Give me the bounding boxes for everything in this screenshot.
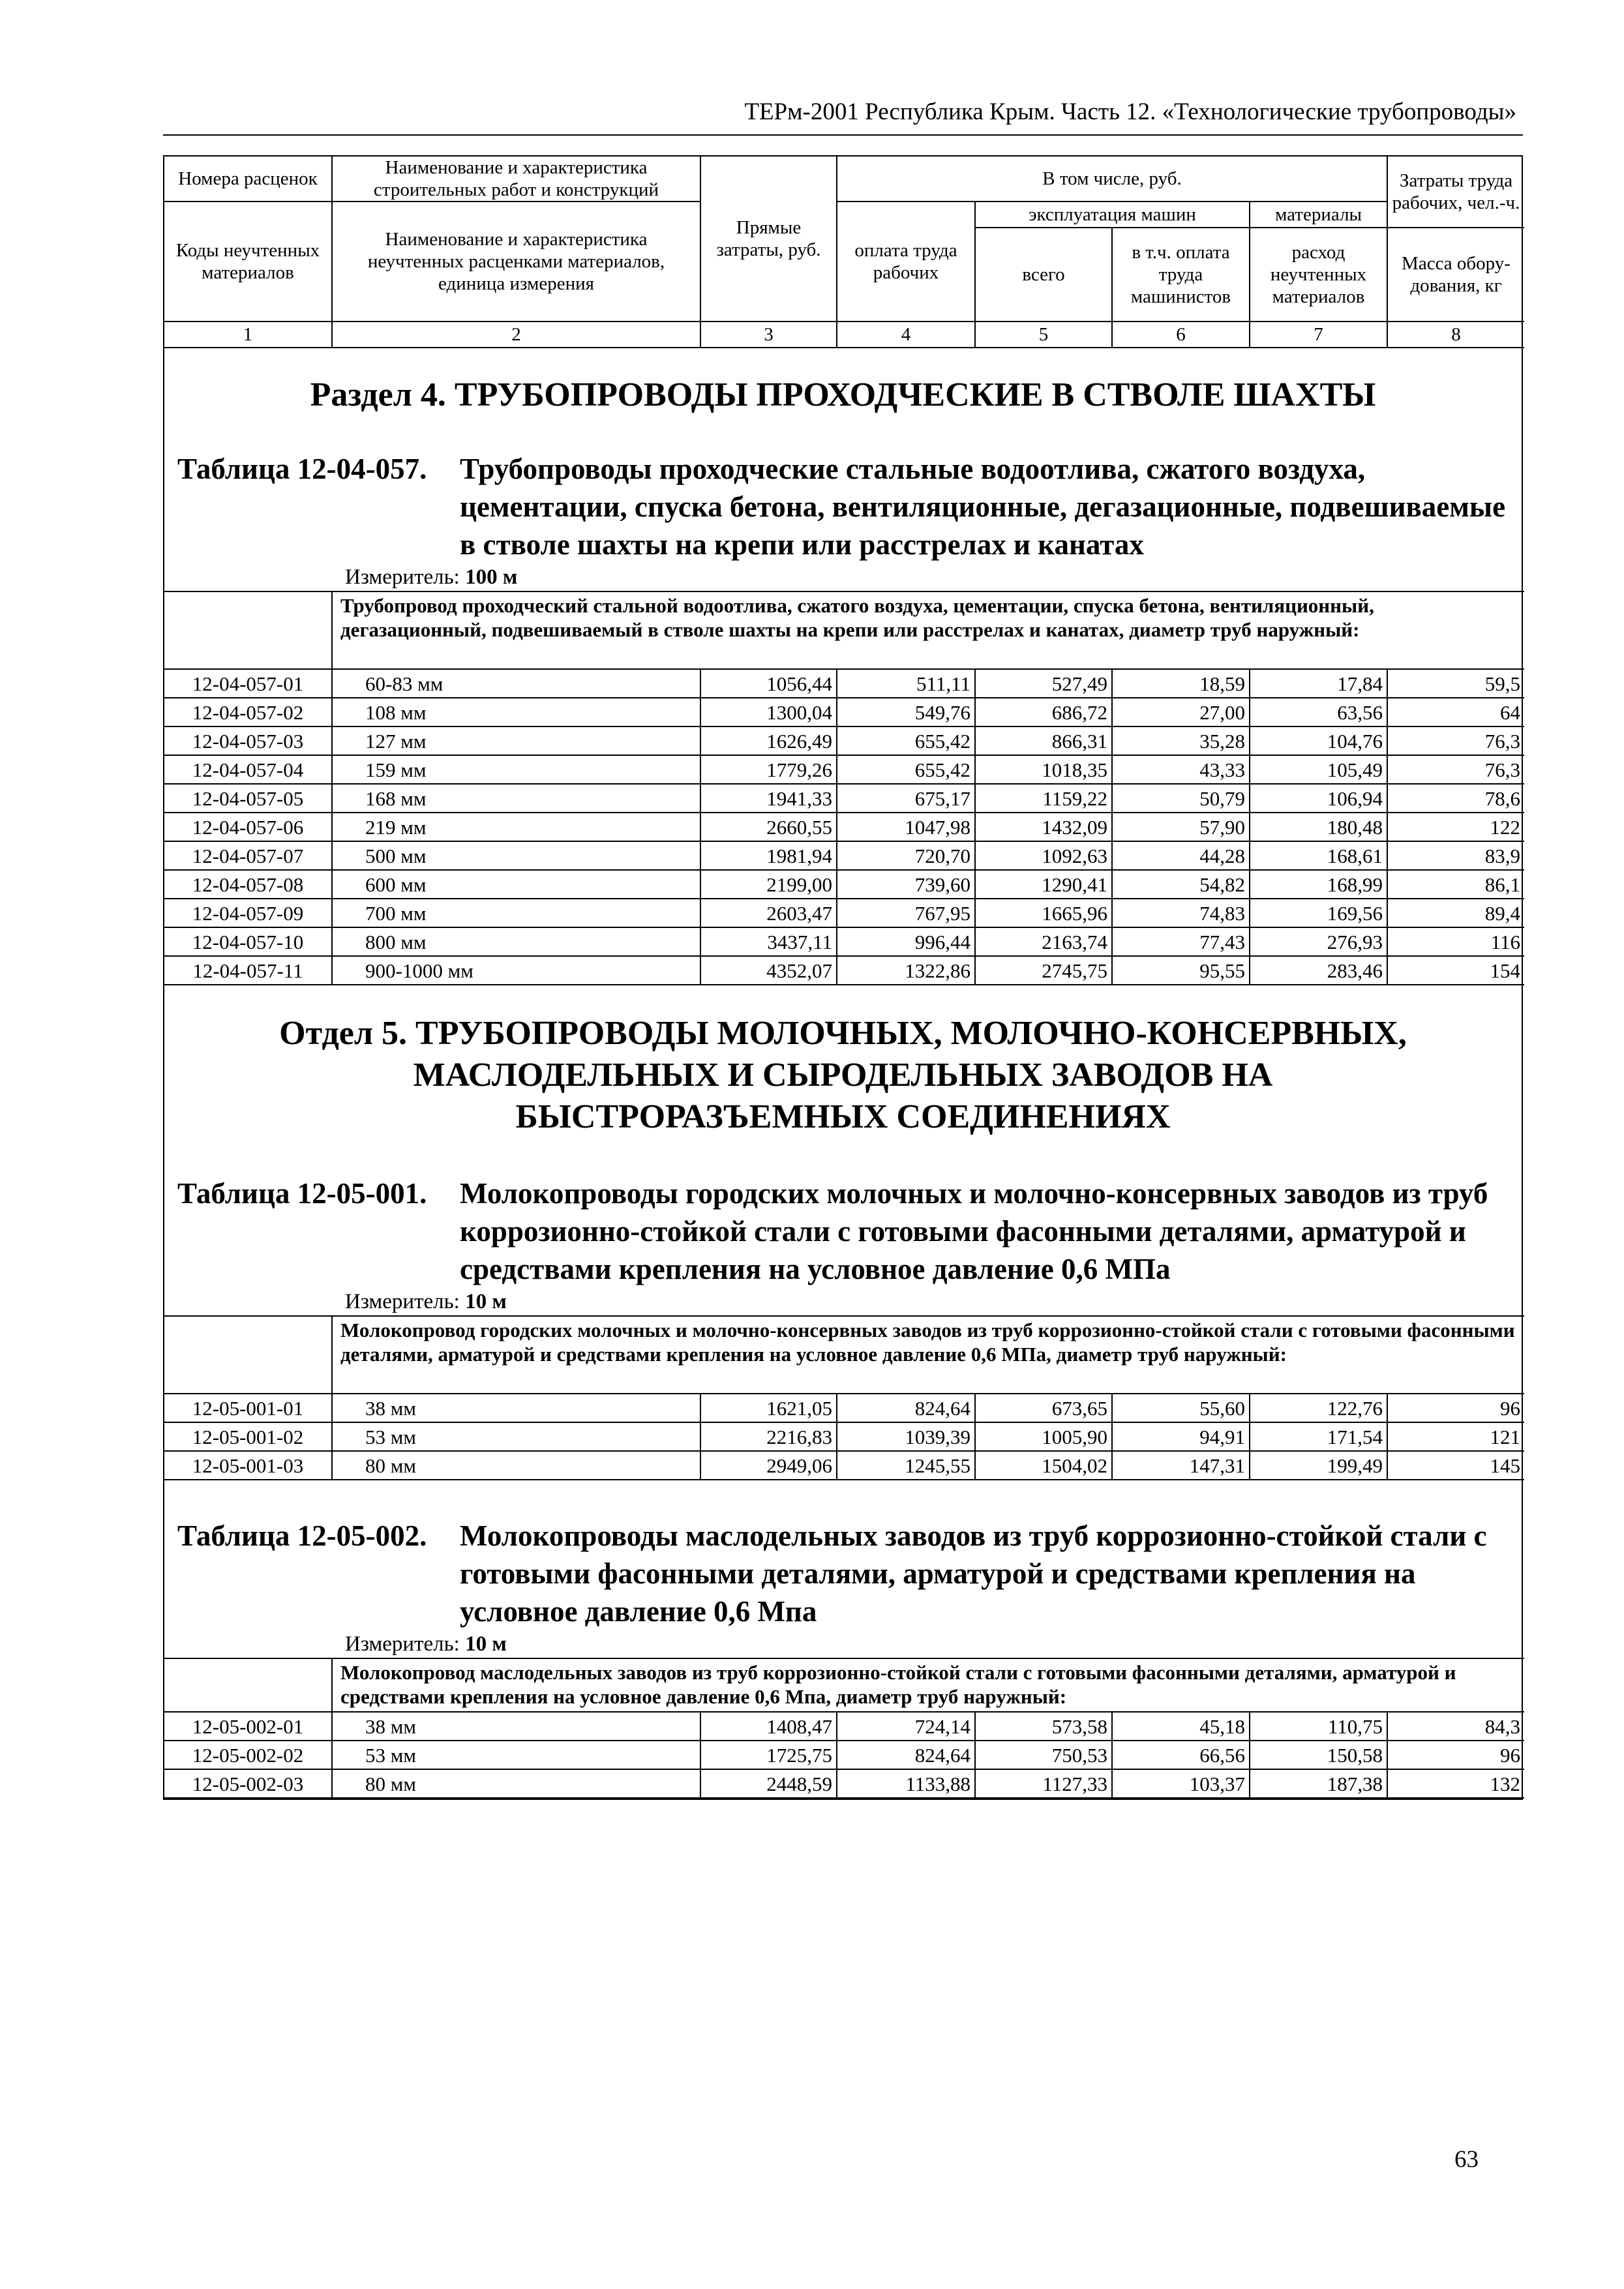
measure-label: Измеритель: — [345, 1290, 460, 1313]
measure-unit — [345, 1288, 1522, 1315]
header-direct-costs: Прямые затраты, руб. — [700, 157, 837, 322]
materials-cost: 17,84 — [1250, 669, 1387, 698]
materials-cost: 105,49 — [1250, 755, 1387, 784]
machinist-pay: 95,55 — [1112, 956, 1250, 985]
direct-costs: 3437,11 — [700, 927, 837, 956]
header-unaccounted-materials: расход неучтенных материалов — [1250, 228, 1387, 322]
rate-code: 12-04-057-04 — [164, 755, 332, 784]
direct-costs: 1056,44 — [700, 669, 837, 698]
rate-code: 12-05-002-01 — [164, 1712, 332, 1741]
rate-code: 12-04-057-01 — [164, 669, 332, 698]
rate-code: 12-05-002-03 — [164, 1769, 332, 1798]
rates-table-12-05-002 — [164, 1658, 1524, 1799]
pipe-diameter: 159 мм — [332, 755, 700, 784]
column-number: 5 — [975, 322, 1112, 348]
materials-cost: 187,38 — [1250, 1769, 1387, 1798]
table-12-05-001-title — [164, 1174, 1522, 1288]
worker-pay: 724,14 — [837, 1712, 975, 1741]
materials-cost: 106,94 — [1250, 784, 1387, 813]
machines-total: 1092,63 — [975, 841, 1112, 870]
column-number: 7 — [1250, 322, 1387, 348]
labor-hours: 132 — [1387, 1769, 1524, 1798]
labor-hours: 96 — [1387, 1741, 1524, 1769]
machines-total: 1018,35 — [975, 755, 1112, 784]
worker-pay: 824,64 — [837, 1394, 975, 1422]
rate-code: 12-05-001-01 — [164, 1394, 332, 1422]
pipe-diameter: 80 мм — [332, 1451, 700, 1480]
machines-total: 686,72 — [975, 698, 1112, 726]
machines-total: 527,49 — [975, 669, 1112, 698]
materials-cost: 63,56 — [1250, 698, 1387, 726]
direct-costs: 2199,00 — [700, 870, 837, 899]
pipe-diameter: 500 мм — [332, 841, 700, 870]
table-row — [164, 784, 1524, 813]
group-description: Молокопровод маслодельных заводов из труб коррозионно-стойкой стали с готовыми фасонными деталями, арматурой и средствами крепления на условное давление 0,6 Мпа, диаметр труб наружный: — [332, 1658, 1524, 1712]
rate-code: 12-04-057-10 — [164, 927, 332, 956]
machinist-pay: 94,91 — [1112, 1422, 1250, 1451]
machinist-pay: 45,18 — [1112, 1712, 1250, 1741]
worker-pay: 739,60 — [837, 870, 975, 899]
rate-code: 12-05-001-02 — [164, 1422, 332, 1451]
pipe-diameter: 127 мм — [332, 726, 700, 755]
description-spacer — [164, 1316, 332, 1394]
table-12-04-057-title — [164, 450, 1522, 563]
machines-total: 2163,74 — [975, 927, 1112, 956]
header-labor-costs: Затраты труда рабочих, чел.-ч. — [1387, 157, 1524, 228]
pipe-diameter: 38 мм — [332, 1394, 700, 1422]
header-material-codes: Коды неучтенных материалов — [164, 202, 332, 322]
header-machinist-pay: в т.ч. оплата труда машинистов — [1112, 228, 1250, 322]
machinist-pay: 27,00 — [1112, 698, 1250, 726]
direct-costs: 1626,49 — [700, 726, 837, 755]
pipe-diameter: 168 мм — [332, 784, 700, 813]
header-machine-operation: эксплуатация машин — [975, 202, 1250, 228]
machinist-pay: 103,37 — [1112, 1769, 1250, 1798]
rate-code: 12-05-001-03 — [164, 1451, 332, 1480]
table-caption: Трубопроводы проходческие стальные водоотлива, сжатого воздуха, цементации, спуска бетона, вентиляционные, дегазационные, подвешиваемые в стволе шахты на крепи или расстрелах и канатах — [460, 453, 1506, 561]
table-row — [164, 870, 1524, 899]
description-spacer — [164, 591, 332, 669]
rows-05-001 — [164, 1394, 1524, 1480]
direct-costs: 1981,94 — [700, 841, 837, 870]
machines-total: 1127,33 — [975, 1769, 1112, 1798]
measure-value: 100 м — [465, 565, 518, 589]
rate-code: 12-05-002-02 — [164, 1741, 332, 1769]
materials-cost: 110,75 — [1250, 1712, 1387, 1741]
table-label: Таблица 12-05-001. — [177, 1177, 427, 1210]
column-number: 2 — [332, 322, 700, 348]
group-description: Трубопровод проходческий стальной водоотлива, сжатого воздуха, цементации, спуска бетона, вентиляционный, дегазационный, подвешиваемый в стволе шахты на крепи или расстрелах и канатах, диаметр труб наружный: — [332, 591, 1524, 669]
table-row — [164, 669, 1524, 698]
labor-hours: 78,6 — [1387, 784, 1524, 813]
header-worker-pay: оплата труда рабочих — [837, 202, 975, 322]
machines-total: 866,31 — [975, 726, 1112, 755]
column-number: 4 — [837, 322, 975, 348]
table-row — [164, 755, 1524, 784]
table-row — [164, 726, 1524, 755]
rate-code: 12-04-057-03 — [164, 726, 332, 755]
table-row — [164, 813, 1524, 841]
worker-pay: 549,76 — [837, 698, 975, 726]
measure-value: 10 м — [465, 1290, 507, 1313]
section-5-title-line: Отдел 5. ТРУБОПРОВОДЫ МОЛОЧНЫХ, МОЛОЧНО-КОНСЕРВНЫХ, — [279, 1015, 1407, 1052]
labor-hours: 76,3 — [1387, 726, 1524, 755]
machines-total: 1665,96 — [975, 899, 1112, 927]
labor-hours: 116 — [1387, 927, 1524, 956]
pipe-diameter: 80 мм — [332, 1769, 700, 1798]
column-header-table — [164, 157, 1524, 348]
rate-code: 12-04-057-06 — [164, 813, 332, 841]
pipe-diameter: 53 мм — [332, 1741, 700, 1769]
rate-code: 12-04-057-09 — [164, 899, 332, 927]
pipe-diameter: 108 мм — [332, 698, 700, 726]
table-row — [164, 899, 1524, 927]
labor-hours: 121 — [1387, 1422, 1524, 1451]
rate-code: 12-04-057-08 — [164, 870, 332, 899]
rows-section4 — [164, 669, 1524, 985]
machinist-pay: 43,33 — [1112, 755, 1250, 784]
worker-pay: 1245,55 — [837, 1451, 975, 1480]
header-machines-total: всего — [975, 228, 1112, 322]
rate-code: 12-04-057-05 — [164, 784, 332, 813]
table-row — [164, 841, 1524, 870]
header-equipment-mass: Масса обору-дования, кг — [1387, 228, 1524, 322]
section-4-title: Раздел 4. ТРУБОПРОВОДЫ ПРОХОДЧЕСКИЕ В СТВОЛЕ ШАХТЫ — [310, 376, 1376, 413]
pipe-diameter: 38 мм — [332, 1712, 700, 1741]
materials-cost: 104,76 — [1250, 726, 1387, 755]
rate-code: 12-04-057-07 — [164, 841, 332, 870]
labor-hours: 89,4 — [1387, 899, 1524, 927]
column-number: 8 — [1387, 322, 1524, 348]
materials-cost: 122,76 — [1250, 1394, 1387, 1422]
labor-hours: 96 — [1387, 1394, 1524, 1422]
table-row — [164, 698, 1524, 726]
header-material-name: Наименование и характеристика неучтенных расценками материалов, единица измерения — [332, 202, 700, 322]
machines-total: 2745,75 — [975, 956, 1112, 985]
pipe-diameter: 600 мм — [332, 870, 700, 899]
machines-total: 1432,09 — [975, 813, 1112, 841]
worker-pay: 767,95 — [837, 899, 975, 927]
direct-costs: 2603,47 — [700, 899, 837, 927]
pipe-diameter: 800 мм — [332, 927, 700, 956]
header-work-name: Наименование и характеристика строительных работ и конструкций — [332, 157, 700, 202]
rate-code: 12-04-057-11 — [164, 956, 332, 985]
materials-cost: 199,49 — [1250, 1451, 1387, 1480]
header-including: В том числе, руб. — [837, 157, 1387, 202]
materials-cost: 283,46 — [1250, 956, 1387, 985]
worker-pay: 1133,88 — [837, 1769, 975, 1798]
labor-hours: 83,9 — [1387, 841, 1524, 870]
labor-hours: 59,5 — [1387, 669, 1524, 698]
materials-cost: 168,61 — [1250, 841, 1387, 870]
labor-hours: 84,3 — [1387, 1712, 1524, 1741]
materials-cost: 168,99 — [1250, 870, 1387, 899]
labor-hours: 154 — [1387, 956, 1524, 985]
table-row — [164, 1769, 1524, 1798]
direct-costs: 1300,04 — [700, 698, 837, 726]
column-number: 3 — [700, 322, 837, 348]
estimate-table-frame — [163, 155, 1523, 1800]
table-row — [164, 1451, 1524, 1480]
measure-label: Измеритель: — [345, 1632, 460, 1656]
table-label: Таблица 12-05-002. — [177, 1519, 427, 1552]
table-row — [164, 956, 1524, 985]
labor-hours: 122 — [1387, 813, 1524, 841]
table-row — [164, 927, 1524, 956]
worker-pay: 824,64 — [837, 1741, 975, 1769]
machinist-pay: 44,28 — [1112, 841, 1250, 870]
rows-05-002 — [164, 1712, 1524, 1798]
worker-pay: 511,11 — [837, 669, 975, 698]
machines-total: 1159,22 — [975, 784, 1112, 813]
table-row — [164, 1422, 1524, 1451]
rates-table-12-04-057 — [164, 591, 1524, 985]
page-number: 63 — [1454, 2146, 1479, 2173]
worker-pay: 1039,39 — [837, 1422, 975, 1451]
direct-costs: 2448,59 — [700, 1769, 837, 1798]
machinist-pay: 54,82 — [1112, 870, 1250, 899]
pipe-diameter: 219 мм — [332, 813, 700, 841]
worker-pay: 675,17 — [837, 784, 975, 813]
column-number: 1 — [164, 322, 332, 348]
machinist-pay: 66,56 — [1112, 1741, 1250, 1769]
rate-code: 12-04-057-02 — [164, 698, 332, 726]
direct-costs: 1725,75 — [700, 1741, 837, 1769]
materials-cost: 180,48 — [1250, 813, 1387, 841]
direct-costs: 1621,05 — [700, 1394, 837, 1422]
section-5-title — [164, 1013, 1522, 1138]
worker-pay: 1047,98 — [837, 813, 975, 841]
direct-costs: 1941,33 — [700, 784, 837, 813]
direct-costs: 2660,55 — [700, 813, 837, 841]
pipe-diameter: 60-83 мм — [332, 669, 700, 698]
machinist-pay: 77,43 — [1112, 927, 1250, 956]
machinist-pay: 18,59 — [1112, 669, 1250, 698]
table-caption: Молокопроводы маслодельных заводов из труб коррозионно-стойкой стали с готовыми фасонными деталями, арматурой и средствами крепления на условное давление 0,6 Мпа — [460, 1519, 1487, 1628]
worker-pay: 720,70 — [837, 841, 975, 870]
machines-total: 673,65 — [975, 1394, 1112, 1422]
measure-value: 10 м — [465, 1632, 507, 1656]
worker-pay: 655,42 — [837, 726, 975, 755]
header-materials: материалы — [1250, 202, 1387, 228]
direct-costs: 2949,06 — [700, 1451, 837, 1480]
rates-table-12-05-001 — [164, 1315, 1524, 1480]
materials-cost: 171,54 — [1250, 1422, 1387, 1451]
table-row — [164, 1394, 1524, 1422]
running-header: ТЕРм-2001 Республика Крым. Часть 12. «Технологические трубопроводы» — [163, 98, 1523, 136]
labor-hours: 76,3 — [1387, 755, 1524, 784]
labor-hours: 64 — [1387, 698, 1524, 726]
materials-cost: 169,56 — [1250, 899, 1387, 927]
measure-unit — [345, 563, 1522, 591]
section-5-title-line: МАСЛОДЕЛЬНЫХ И СЫРОДЕЛЬНЫХ ЗАВОДОВ НА — [413, 1056, 1273, 1094]
machinist-pay: 147,31 — [1112, 1451, 1250, 1480]
machines-total: 750,53 — [975, 1741, 1112, 1769]
table-row — [164, 1712, 1524, 1741]
direct-costs: 4352,07 — [700, 956, 837, 985]
measure-unit — [345, 1630, 1522, 1658]
materials-cost: 276,93 — [1250, 927, 1387, 956]
machines-total: 1290,41 — [975, 870, 1112, 899]
group-description: Молокопровод городских молочных и молочно-консервных заводов из труб коррозионно-стойкой стали с готовыми фасонными деталями, арматурой и средствами крепления на условное давление 0,6 МПа, диаметр труб наружный: — [332, 1316, 1524, 1394]
machinist-pay: 35,28 — [1112, 726, 1250, 755]
measure-label: Измеритель: — [345, 565, 460, 589]
pipe-diameter: 53 мм — [332, 1422, 700, 1451]
direct-costs: 1779,26 — [700, 755, 837, 784]
table-12-05-002-title — [164, 1517, 1522, 1630]
column-number: 6 — [1112, 322, 1250, 348]
table-caption: Молокопроводы городских молочных и молочно-консервных заводов из труб коррозионно-стойкой стали с готовыми фасонными деталями, арматурой и средствами крепления на условное давление 0,6 МПа — [460, 1177, 1488, 1285]
machinist-pay: 74,83 — [1112, 899, 1250, 927]
worker-pay: 1322,86 — [837, 956, 975, 985]
direct-costs: 1408,47 — [700, 1712, 837, 1741]
table-label: Таблица 12-04-057. — [177, 453, 427, 485]
labor-hours: 86,1 — [1387, 870, 1524, 899]
machines-total: 1504,02 — [975, 1451, 1112, 1480]
machines-total: 1005,90 — [975, 1422, 1112, 1451]
description-spacer — [164, 1658, 332, 1712]
table-row — [164, 1741, 1524, 1769]
header-rate-numbers: Номера расценок — [164, 157, 332, 202]
machines-total: 573,58 — [975, 1712, 1112, 1741]
machinist-pay: 50,79 — [1112, 784, 1250, 813]
machinist-pay: 57,90 — [1112, 813, 1250, 841]
machinist-pay: 55,60 — [1112, 1394, 1250, 1422]
pipe-diameter: 900-1000 мм — [332, 956, 700, 985]
section-5-title-line: БЫСТРОРАЗЪЕМНЫХ СОЕДИНЕНИЯХ — [515, 1098, 1171, 1135]
labor-hours: 145 — [1387, 1451, 1524, 1480]
worker-pay: 996,44 — [837, 927, 975, 956]
worker-pay: 655,42 — [837, 755, 975, 784]
direct-costs: 2216,83 — [700, 1422, 837, 1451]
materials-cost: 150,58 — [1250, 1741, 1387, 1769]
pipe-diameter: 700 мм — [332, 899, 700, 927]
